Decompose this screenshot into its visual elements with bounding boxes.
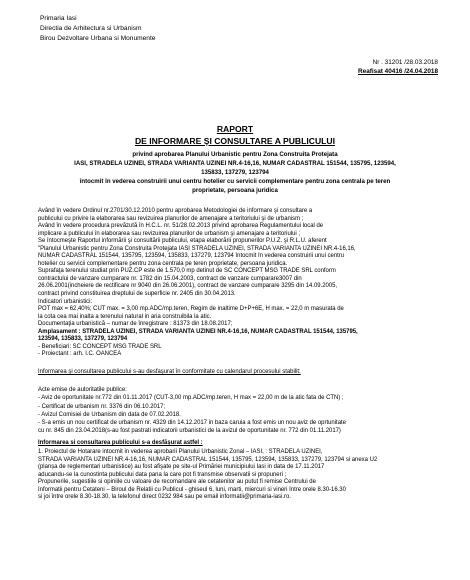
office-name: Birou Dezvoltare Urbana si Monumente	[40, 35, 156, 42]
body-line: Suprafaţa terenului studiat prin PUZ.CP este de 1.570,0 mp detinut de SC CONCEPT MSG TRADE SRL conform	[38, 268, 336, 275]
stage-line: Propunerile, sugestiile si opiniile cu valoare de recomandare ale cetatenilor au putut fi remise Centrului de	[38, 479, 316, 486]
org-name: Primaria Iasi	[40, 15, 77, 22]
report-subject-2: IASI, STRADELA UZINEI, STRADA VARIANTA UZINEI NR.4-16,16, NUMAR CADASTRAL 151544, 135795, 123594,	[74, 160, 396, 167]
report-subtitle: DE INFORMARE ŞI CONSULTARE A PUBLICULUI	[134, 136, 336, 146]
designer-line: - Proiectant : arh. I.C. OANCEA	[38, 351, 122, 358]
acts-line: - Aviz de oportunitate nr.772 din 01.11.2017 (CUT-3,00 mp.ADC/mp.teren, H max = 22,00 m de la atic fata de CTN) ;	[38, 395, 344, 402]
body-line: POT max = 62,40%; CUT max. = 3,00 mp.ADC/mp.teren, Regim de inaltime D+P+6E, H max. = 22,0 m masurata de	[38, 306, 344, 313]
body-line: publicului cu privire la elaborarea sau revizuirea planurilor de amenajare a teritoriului şi de urbanism ;	[38, 215, 304, 222]
amplasament-line: 123594, 135833, 137279, 123794	[38, 336, 128, 343]
body-line: la cota cea mai inalta a terenului natural in aria construibila la atic.	[38, 313, 212, 320]
body-line: Având în vedere procedura prevăzută în H.C.L. nr. 51/28.02.2013 privind aprobarea Regulamentului local de	[38, 223, 324, 230]
report-subject-1: privind aprobarea Planului Urbanistic pentru Zona Construita Protejata	[132, 151, 338, 158]
body-line: "Planului Urbanistic pentru Zona Construita Protejata IASI STRADELA UZINEI, STRADA VARIANTA UZINEI NR.4-16,16,	[38, 245, 356, 252]
body-line: implicare a publicului în elaborarea sau revizuirea planurilor de urbanism şi amenajare a teritoriului ;	[38, 230, 301, 237]
acts-line: cu nr. 845 din 23.04.2018(s-au fost pastrati indicatorii urbanistici de la avizul de oportunitate nr. 772 din 01.11.2017)	[38, 428, 341, 435]
body-line: Se întocmeşte Raportul informării şi consultării publicului, etapa elaborării propunerilor P.U.Z. şi R.L.U. aferent	[38, 238, 327, 245]
reafisat-number: Reafisat 40416 /24.04.2018	[358, 68, 438, 75]
acts-line: - Certificat de urbanism nr. 3376 din 06.10.2017;	[38, 403, 166, 410]
stage-line: (planșa de reglementari urbanistice) au fost afişate pe site-ul Primăriei municipiului Iasi in data de 17.11.2017	[38, 464, 325, 471]
stage-paragraphs	[38, 449, 440, 502]
body-paragraphs	[38, 208, 440, 359]
acts-line: Acte emise de autoritatile publice:	[38, 387, 127, 393]
body-line: contract privind constituirea dreptului de superficie nr. 2405 din 30.04.2013.	[38, 291, 236, 298]
stage-line: si joi între orele 8.30-18.30, la telefonul direct 0232 984 sau pe email informatii@primaria-iasi.ro.	[38, 494, 291, 501]
registration-number: Nr . 31201 /28.03.2018	[372, 59, 438, 66]
stage-line: Informatii pentru Cetateni – Biroul de Relatii cu Publicul - ghiseul 6, luni, marti, miercuri si vineri între orele 8.30-16.30	[38, 486, 346, 493]
acts-line: - Avizul Comisiei de Urbanism din data de 07.02.2018.	[38, 411, 181, 418]
body-line: Având în vedere Ordinul nr.2701/30.12.2010 pentru aprobarea Metodologiei de informare şi consultare a	[38, 208, 313, 214]
report-title: RAPORT	[216, 124, 254, 134]
body-line: Indicatori urbanistici:	[38, 298, 93, 305]
consultation-heading: Informarea şi consultarea publicului s-au desfaşurat în conformitate cu calendarul procesului stabilit:	[38, 369, 301, 375]
directorate-name: Directia de Arhitectura si Urbanism	[40, 25, 142, 32]
report-subject-5: proprietate, persoana juridica	[192, 187, 278, 194]
stage-heading: Informarea si consultarea publicului s-a desfăşurat astfel :	[38, 440, 203, 446]
report-subject-3: 135833, 137279, 123794	[201, 169, 269, 176]
body-line: hotelier cu servicii complementare pentru zona centrala pe teren proprietate, persoana juridica.	[38, 260, 288, 267]
consultation-acts	[38, 386, 440, 436]
stage-line: STRADA VARIANTA UZINEI NR.4-16,16, NUMAR CADASTRAL 151544, 135795, 123594, 135833, 137279, 123794 si anexa U2	[38, 456, 378, 463]
body-line: contractului de vanzare cumparare nr. 1782 din 15.04.2003, contract de vanzare cumparare3007 din	[38, 275, 302, 282]
institution-header	[40, 14, 155, 44]
acts-line: - S-a emis un nou certificat de urbanism nr. 4329 din 14.12.2017 in baza caruia a fost emis un nou aviz de oprtunitate	[38, 420, 346, 427]
stage-line: 1. Proiectul de Hotarare intocmit in vederea aprobarii Planului Urbanistic Zonal – IASI, : STRADELA UZINEI,	[38, 449, 323, 455]
stage-line: aducandu-se la cunostinta publicului data pana la care pot fi transmise observatii si propuneri ;	[38, 471, 287, 478]
body-line: 26.06.2001(incheiere de rectificare nr 9040 din 26.06.2001), contract de vanzare cumparare 3295 din 14.09.2005,	[38, 283, 338, 290]
body-line: Documentaţia urbanistică – numar de înregistrare : 81373 din 18.08.2017;	[38, 321, 233, 328]
body-line: NUMAR CADASTRAL 151544, 135795, 123594, 135833, 137279, 123794 întocmit în vederea construirii unui centru	[38, 253, 345, 260]
amplasament-line: Amplasament : STRADELA UZINEI, STRADA VARIANTA UZINEI NR.4-16,16, NUMAR CADASTRAL 151544, 135795,	[38, 328, 358, 335]
report-subject-4: întocmit în vederea construirii unui centru hotelier cu servicii complementare pentru zona centrala pe teren	[79, 178, 391, 185]
beneficiary-line: - Beneficiari: SC CONCEPT MSG TRADE SRL	[38, 343, 162, 350]
